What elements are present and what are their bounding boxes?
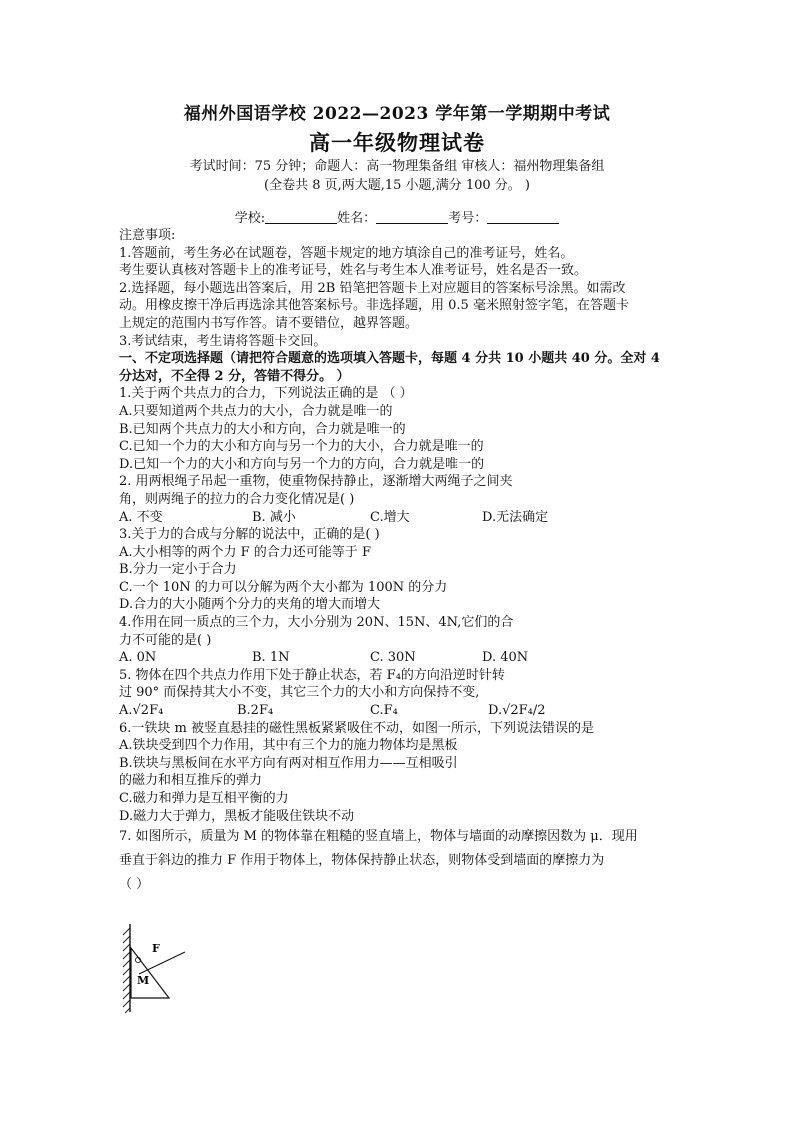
q3-stem: 3.关于力的合成与分解的说法中，正确的是( ) [119, 527, 380, 543]
note-line: 考生要认真核对答题卡上的准考证号，姓名与考生本人准考证号，姓名是否一致。 [119, 263, 588, 279]
q2-stem: 2. 用两根绳子吊起一重物，使重物保持静止，逐渐增大两绳子之间夹 [119, 474, 513, 490]
name-label: 姓名： [337, 211, 377, 226]
number-label: 考号： [448, 211, 488, 226]
name-blank [376, 211, 448, 224]
q1-stem: 1.关于两个共点力的合力，下列说法正确的是 （ ） [119, 386, 413, 402]
note-line: 1.答题前，考生务必在试题卷，答题卡规定的地方填涂自己的准考证号，姓名。 [119, 245, 574, 261]
wedge-block [131, 948, 169, 998]
section1-heading-cont: 分达对，不全得 2 分，答错不得分。 ） [119, 368, 350, 384]
q5-option-b: B.2F₄ [237, 703, 274, 719]
q6-line: A.铁块受到四个力作用，其中有三个力的施力物体均是黑板 [119, 738, 458, 754]
mass-label: M [137, 974, 150, 987]
school-label: 学校: [234, 211, 266, 226]
note-line: 动。用橡皮擦干净后再选涂其他答案标号。非选择题，用 0.5 毫米照射签字笔，在答题卡 [119, 298, 629, 314]
q1-option-c: C.已知一个力的大小和方向与另一个力的大小，合力就是唯一的 [119, 439, 484, 455]
force-label: F [152, 942, 160, 955]
note-line: 上规定的范围内书写作答。请不要错位，越界答题。 [119, 315, 419, 331]
q4-stem: 4.作用在同一质点的三个力，大小分别为 20N、15N、4N,它们的合 [119, 615, 514, 631]
q4-option-b: B. 1N [252, 650, 290, 666]
q7-stem-line: 7. 如图所示，质量为 M 的物体靠在粗糙的竖直墙上，物体与墙面的动摩擦因数为 μ．现用 [119, 829, 638, 845]
note-line: 3.考试结束，考生请将答题卡交回。 [119, 333, 327, 349]
note-line: 2.选择题，每小题选出答案后，用 2B 铅笔把答题卡上对应题目的答案标号涂黑。如需改 [119, 280, 626, 296]
q4-stem-cont: 力不可能的是( ) [119, 632, 212, 648]
q2-option-b: B. 减小 [252, 509, 296, 525]
exam-subtitle: 高一年级物理试卷 [309, 130, 485, 155]
q5-stem-cont: 过 90° 而保持其大小不变，其它三个力的大小和方向保持不变, [119, 685, 480, 701]
q6-stem: 6.一铁块 m 被竖直悬挂的磁性黑板紧紧吸住不动，如图一所示，下列说法错误的是 [119, 720, 594, 736]
q4-options [119, 649, 679, 667]
wall-hatch [123, 928, 130, 1013]
q6-line: 的磁力和相互推斥的弹力 [119, 773, 263, 789]
q5-option-a: A.√2F₄ [119, 703, 164, 719]
school-blank [265, 211, 337, 224]
q3-option-c: C.一个 10N 的力可以分解为两个大小都为 100N 的分力 [119, 579, 448, 595]
q5-stem: 5. 物体在四个共点力作用下处于静止状态，若 F₄的方向沿逆时针转 [119, 667, 505, 683]
notes-heading: 注意事项: [119, 228, 176, 243]
q5-options [119, 702, 679, 720]
q1-option-b: B.已知两个共点力的大小和方向，合力就是唯一的 [119, 421, 406, 437]
q7-stem [119, 825, 679, 897]
q1-option-d: D.已知一个力的大小和方向与另一个力的方向，合力就是唯一的 [119, 456, 485, 472]
q4-option-c: C. 30N [370, 650, 416, 666]
q3-option-b: B.分力一定小于合力 [119, 562, 237, 578]
q1-option-a: A.只要知道两个共点力的大小，合力就是唯一的 [119, 403, 393, 419]
number-blank [487, 211, 559, 224]
q6-line: C.磁力和弹力是互相平衡的力 [119, 791, 289, 806]
exam-title: 福州外国语学校 2022—2023 学年第一学期期中考试 [183, 104, 611, 124]
paper-info: (全卷共 8 页,两大题,15 小题,满分 100 分。 ) [264, 178, 530, 193]
section1-heading: 一、不定项选择题（请把符合题意的选项填入答题卡，每题 4 分共 10 小题共 40 分。全对 4 [119, 351, 660, 367]
q3-option-a: A.大小相等的两个力 F 的合力还可能等于 F [119, 544, 371, 560]
exam-body [119, 227, 679, 897]
q7-stem-line: 垂直于斜边的推力 F 作用于物体上，物体保持静止状态，则物体受到墙面的摩擦力为 [119, 853, 605, 869]
force-arrow [139, 952, 185, 974]
q6-line: D.磁力大于弹力，黑板才能吸住铁块不动 [119, 808, 355, 824]
q5-option-d: D.√2F₄/2 [488, 703, 546, 719]
q2-options [119, 509, 679, 527]
q6-line: B.铁块与黑板间在水平方向有两对相互作用力——互相吸引 [119, 755, 458, 771]
student-info-row [0, 207, 794, 226]
q4-option-d: D. 40N [482, 650, 529, 666]
q3-option-d: D.合力的大小随两个分力的夹角的增大而增大 [119, 597, 381, 613]
q4-option-a: A. 0N [119, 650, 157, 666]
q2-option-a: A. 不变 [119, 509, 163, 525]
q2-stem-cont: 角，则两绳子的拉力的合力变化情况是( ) [119, 491, 355, 507]
exam-info: 考试时间：75 分钟；命题人：高一物理集备组 审核人：福州物理集备组 [189, 159, 605, 174]
q2-option-c: C.增大 [370, 509, 410, 525]
q7-answer-blank: （ ） [119, 877, 150, 893]
q2-option-d: D.无法确定 [482, 509, 549, 525]
wall-block-diagram [117, 922, 197, 1014]
q5-option-c: C.F₄ [370, 703, 398, 719]
